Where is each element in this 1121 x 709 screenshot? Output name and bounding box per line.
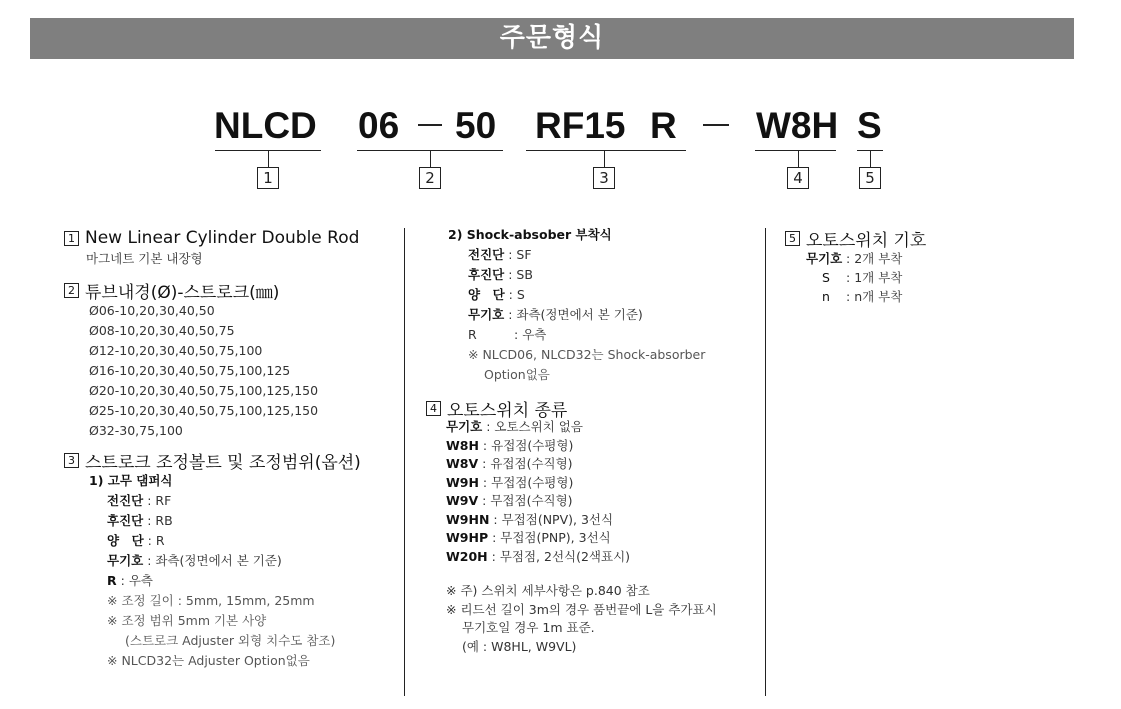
item-value: 무접점(수직형) — [490, 493, 573, 508]
item-value: 유접점(수직형) — [490, 456, 573, 471]
item-value: 좌측(정면에서 본 기준) — [155, 553, 282, 568]
item-value: RB — [155, 513, 173, 528]
code-part-adjuster: RF15 — [535, 105, 626, 146]
list-item: Ø12-10,20,30,40,50,75,100 — [89, 343, 263, 358]
code-dash — [703, 124, 729, 126]
item-value: 좌측(정면에서 본 기준) — [516, 307, 643, 322]
code-part-qty: S — [857, 105, 882, 146]
item-value: 2개 부착 — [854, 251, 903, 266]
section-title: 스트로크 조정볼트 및 조정범위(옵션) — [85, 452, 361, 473]
note-text: Option없음 — [484, 367, 550, 382]
item-sep: : — [116, 573, 129, 588]
column-middle — [430, 225, 717, 656]
section-subtitle: 마그네트 기본 내장형 — [86, 251, 203, 266]
item-value: 무점점, 2선식(2색표시) — [499, 548, 631, 564]
code-number-box: 4 — [787, 167, 809, 189]
item-sep: : — [504, 307, 517, 322]
item-value: 오토스위치 없음 — [494, 419, 583, 434]
item-key: 후진단 — [468, 267, 505, 282]
item-key: W8V — [446, 456, 479, 471]
code-part-stroke: 50 — [455, 105, 497, 146]
item-sep: : — [143, 493, 156, 508]
section-number-box: 3 — [64, 453, 79, 468]
list-item: Ø08-10,20,30,40,50,75 — [89, 323, 235, 338]
code-part-bore: 06 — [358, 105, 400, 146]
list-item — [107, 511, 361, 531]
list-item: Ø32-30,75,100 — [89, 423, 183, 438]
item-value: 우측 — [128, 573, 153, 588]
item-sep: : — [514, 327, 523, 342]
list-item — [446, 418, 717, 437]
item-value: 무접점(NPV), 3선식 — [501, 511, 614, 527]
code-underline — [526, 150, 686, 151]
switch-notes — [446, 582, 717, 656]
item-key: R — [107, 573, 117, 588]
list-item — [468, 325, 717, 345]
item-sep: : — [143, 533, 156, 548]
note-text: ※ 주) 스위치 세부사항은 p.840 참조 — [446, 583, 650, 598]
item-key: n — [822, 289, 830, 304]
list-item — [806, 287, 926, 306]
section-3-heading — [64, 449, 361, 471]
list-item — [468, 245, 717, 265]
item-key: W20H — [446, 548, 488, 564]
section-number-box: 1 — [64, 231, 79, 246]
item-value: R — [155, 533, 165, 548]
item-value: S — [516, 287, 525, 302]
switch-type-list — [446, 418, 717, 566]
item-sep: : — [846, 270, 855, 285]
section-number-box: 4 — [426, 401, 441, 416]
list-item — [446, 437, 717, 456]
code-connector — [268, 150, 269, 167]
code-number-box: 5 — [859, 167, 881, 189]
code-dash — [418, 124, 442, 126]
section-5-heading — [785, 227, 926, 249]
item-value: 무접점(PNP), 3선식 — [500, 530, 611, 545]
list-item — [446, 511, 717, 530]
section-number-box: 2 — [64, 283, 79, 298]
code-connector — [604, 150, 605, 167]
note-text: (예 : W8HL, W9VL) — [462, 638, 577, 654]
item-key: W9V — [446, 493, 479, 508]
item-value: 1개 부착 — [854, 270, 903, 285]
item-sep: : — [487, 548, 500, 564]
switch-qty-list — [806, 249, 926, 306]
item-key: S — [822, 270, 830, 285]
list-item: Ø20-10,20,30,40,50,75,100,125,150 — [89, 383, 319, 398]
page-title: 주문형식 — [30, 18, 1074, 59]
code-connector — [870, 150, 871, 167]
item-key: 양 단 — [468, 287, 505, 302]
section-title: 튜브내경(Ø)-스트로크(㎜) — [85, 282, 280, 303]
list-item: Ø16-10,20,30,40,50,75,100,125 — [89, 363, 291, 378]
item-sep: : — [846, 251, 855, 266]
code-part-side: R — [650, 105, 677, 146]
item-sep: : — [504, 247, 517, 262]
item-key: 무기호 — [806, 251, 843, 266]
item-value: 유접점(수평형) — [491, 437, 574, 453]
list-item — [446, 474, 717, 493]
item-key: 전진단 — [468, 247, 505, 262]
item-sep: : — [504, 287, 517, 302]
section-2-heading — [64, 279, 361, 301]
note-text: ※ NLCD32는 Adjuster Option없음 — [107, 653, 310, 668]
list-item — [446, 548, 717, 567]
section-title: New Linear Cylinder Double Rod — [85, 228, 360, 248]
note-text: ※ 리드선 길이 3m의 경우 품번끝에 L을 추가표시 — [446, 601, 717, 617]
item-key: 무기호 — [446, 419, 483, 434]
item-key: 무기호 — [107, 553, 144, 568]
code-part-switch: W8H — [756, 105, 839, 146]
column-divider — [765, 228, 766, 696]
note-text: ※ 조정 길이 : 5mm, 15mm, 25mm — [107, 593, 315, 608]
item-value: RF — [155, 493, 172, 508]
list-item: Ø25-10,20,30,40,50,75,100,125,150 — [89, 403, 319, 418]
item-sep: : — [143, 513, 156, 528]
adjuster-rubber-list — [107, 491, 361, 671]
section-4-heading — [426, 397, 717, 419]
item-sep: : — [478, 474, 492, 490]
item-value: n개 부착 — [854, 289, 903, 304]
subsection-title: 2) Shock-absober 부착식 — [448, 227, 612, 242]
note-text: 무기호일 경우 1m 표준. — [462, 620, 595, 635]
section-title: 오토스위치 종류 — [447, 400, 568, 421]
item-sep: : — [143, 553, 156, 568]
item-key: 전진단 — [107, 493, 144, 508]
item-value: SB — [516, 267, 533, 282]
item-sep: : — [488, 530, 501, 545]
list-item — [107, 531, 361, 551]
item-value: 무접점(수평형) — [491, 474, 574, 490]
bore-stroke-list — [89, 301, 361, 441]
list-item — [107, 551, 361, 571]
item-sep: : — [482, 419, 495, 434]
item-key: W9H — [446, 474, 479, 490]
note-text: ※ NLCD06, NLCD32는 Shock-absorber — [468, 347, 706, 362]
list-item — [468, 305, 717, 325]
list-item — [468, 285, 717, 305]
list-item: Ø06-10,20,30,40,50 — [89, 303, 215, 318]
code-underline — [755, 150, 836, 151]
column-right — [785, 227, 926, 306]
item-key: 양 단 — [107, 533, 144, 548]
subsection-title: 1) 고무 댐퍼식 — [89, 473, 173, 488]
code-number-box: 3 — [593, 167, 615, 189]
section-title: 오토스위치 기호 — [806, 230, 927, 251]
list-item — [446, 529, 717, 548]
list-item — [446, 455, 717, 474]
column-left — [64, 227, 361, 671]
code-number-box: 1 — [257, 167, 279, 189]
item-key: 후진단 — [107, 513, 144, 528]
list-item — [107, 491, 361, 511]
item-value: SF — [516, 247, 532, 262]
list-item — [806, 268, 926, 287]
item-sep: : — [504, 267, 517, 282]
section-1-heading — [64, 227, 361, 249]
column-divider — [404, 228, 405, 696]
list-item — [468, 265, 717, 285]
list-item — [806, 249, 926, 268]
item-sep: : — [489, 511, 502, 527]
item-sep: : — [478, 456, 491, 471]
code-connector — [430, 150, 431, 167]
item-key: R — [468, 327, 477, 342]
list-item — [446, 492, 717, 511]
item-key: 무기호 — [468, 307, 505, 322]
item-key: W9HP — [446, 530, 489, 545]
code-connector — [798, 150, 799, 167]
item-value: 우측 — [522, 327, 547, 342]
adjuster-shock-list — [468, 245, 717, 385]
code-number-box: 2 — [419, 167, 441, 189]
note-text: ※ 조정 범위 5mm 기본 사양 — [107, 613, 267, 628]
item-key: W9HN — [446, 511, 490, 527]
item-key: W8H — [446, 437, 479, 453]
item-sep: : — [478, 493, 491, 508]
note-text: (스트로크 Adjuster 외형 치수도 참조) — [125, 633, 336, 648]
item-sep: : — [846, 289, 855, 304]
item-sep: : — [478, 437, 492, 453]
list-item — [107, 571, 361, 591]
code-part-series: NLCD — [214, 105, 317, 146]
section-number-box: 5 — [785, 231, 800, 246]
